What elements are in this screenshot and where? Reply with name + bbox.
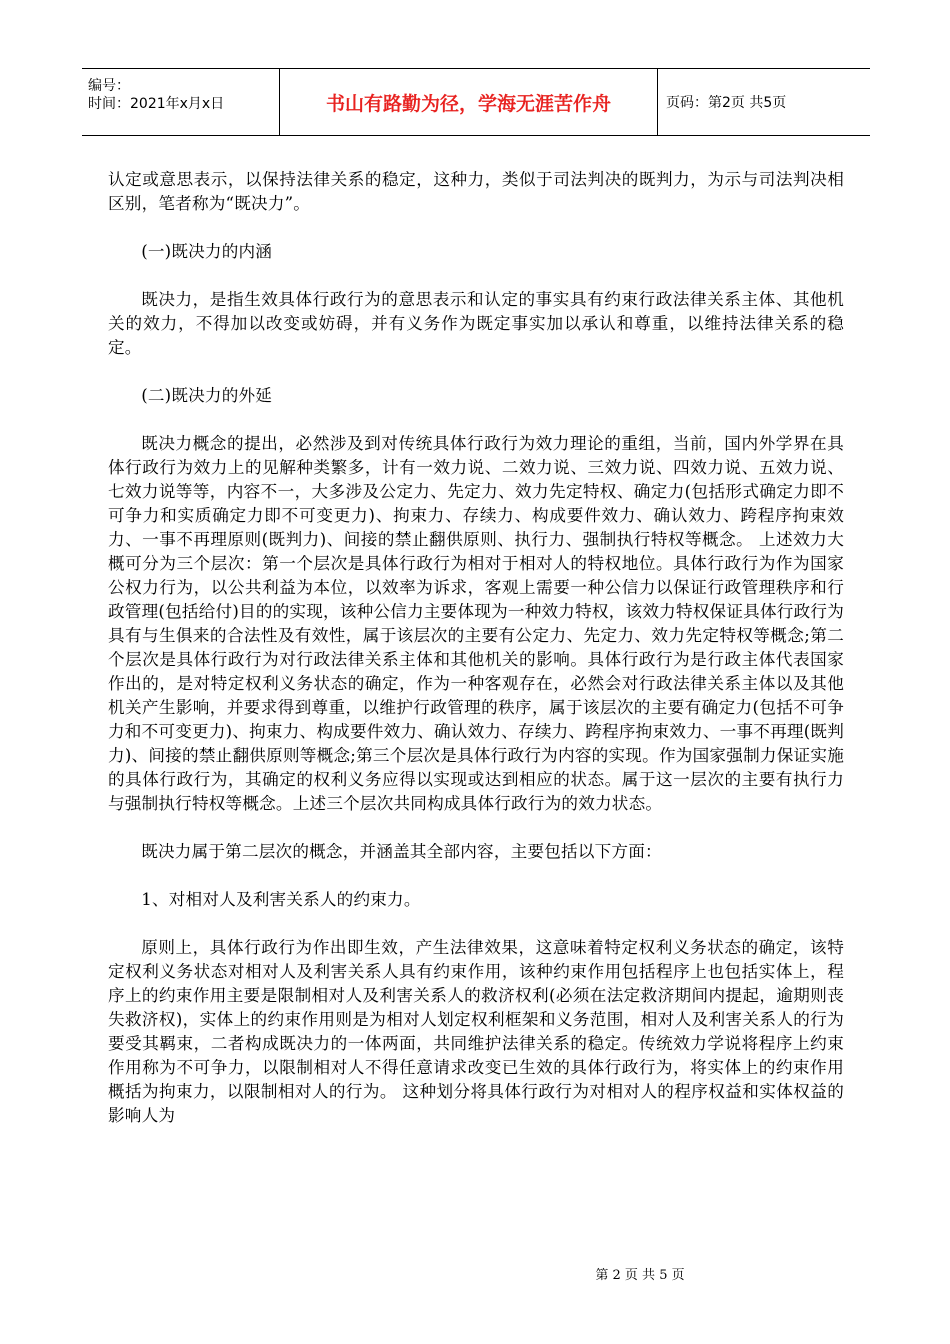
header-page-label: 页码：第2页 共5页 [666, 95, 787, 111]
section-heading-extension: (二)既决力的外延 [141, 386, 273, 405]
paragraph-principle: 原则上，具体行政行为作出即生效，产生法律效果，这意味着特定权利义务状态的确定，该特定权利义务状态对相对人及利害关系人具有约束作用，该种约束作用包括程序上也包括实体上，程序上的约束作用主要是限制相对人及利害关系人的救济权利(必须在法定救济期间内提起，逾期则丧失救济权)，实体上的约束作用则是为相对人划定权利框架和义务范围，相对人及利害关系人的行为要受其羁束，二者构成既决力的一体两面，共同维护法律关系的稳定。传统效力学说将程序上约束作用称为不可争力，以限制相对人不得任意请求改变已生效的具体行政行为，将实体上的约束作用概括为拘束力，以限制相对人的行为。 这种划分将具体行政行为对相对人的程序权益和实体权益的影响人为 [108, 938, 844, 1125]
paragraph-continuation: 认定或意思表示，以保持法律关系的稳定，这种力，类似于司法判决的既判力，为示与司法判决相区别，笔者称为“既决力”。 [108, 170, 844, 213]
subheading-binding-force: 1、对相对人及利害关系人的约束力。 [141, 890, 421, 909]
paragraph-levels: 既决力概念的提出，必然涉及到对传统具体行政行为效力理论的重组，当前，国内外学界在具体行政行为效力上的见解种类繁多，计有一效力说、二效力说、三效力说、四效力说、五效力说、七效力说等等，内容不一，大多涉及公定力、先定力、效力先定特权、确定力(包括形式确定力即不可争力和实质确定力即不可变更力)、拘束力、存续力、构成要件效力、确认效力、跨程序拘束效力、一事不再理原则(既判力)、间接的禁止翻供原则、执行力、强制执行特权等概念。 上述效力大概可分为三个层次：第一个层次是具体行政行为相对于相对人的特权地位。具体行政行为作为国家公权力行为，以公共利益为本位，以效率为诉求，客观上需要一种公信力以保证行政管理秩序和行政管理(包括给付)目的的实现，该种公信力主要体现为一种效力特权，该效力特权保证具体行政行为具有与生俱来的合法性及有效性，属于该层次的主要有公定力、先定力、效力先定特权等概念;第二个层次是具体行政行为对行政法律关系主体和其他机关的影响。具体行政行为是行政主体代表国家作出的，是对特定权利义务状态的确定，作为一种客观存在，必然会对行政法律关系主体以及其他机关产生影响，并要求得到尊重，以维护行政管理的秩序，属于该层次的主要有确定力(包括不可争力和不可变更力)、拘束力、构成要件效力、确认效力、存续力、跨程序拘束效力、一事不再理(既判力)、间接的禁止翻供原则等概念;第三个层次是具体行政行为内容的实现。作为国家强制力保证实施的具体行政行为，其确定的权利义务应得以实现或达到相应的状态。属于这一层次的主要有执行力与强制执行特权等概念。上述三个层次共同构成具体行政行为的效力状态。 [108, 434, 844, 813]
header-motto: 书山有路勤为径，学海无涯苦作舟 [280, 69, 658, 135]
number-label: 编号： [88, 78, 130, 94]
header-info-cell [82, 69, 280, 135]
paragraph-definition: 既决力，是指生效具体行政行为的意思表示和认定的事实具有约束行政法律关系主体、其他机关的效力，不得加以改变或妨碍，并有义务作为既定事实加以承认和尊重，以维持法律关系的稳定。 [108, 290, 844, 357]
paragraph-scope: 既决力属于第二层次的概念，并涵盖其全部内容，主要包括以下方面： [141, 842, 662, 861]
section-heading-connotation: (一)既决力的内涵 [141, 242, 273, 261]
page-header [82, 68, 870, 136]
time-label: 时间：2021年x月x日 [88, 96, 225, 112]
document-body [108, 168, 844, 1152]
page-footer: 第 2 页 共 5 页 [595, 1268, 685, 1283]
